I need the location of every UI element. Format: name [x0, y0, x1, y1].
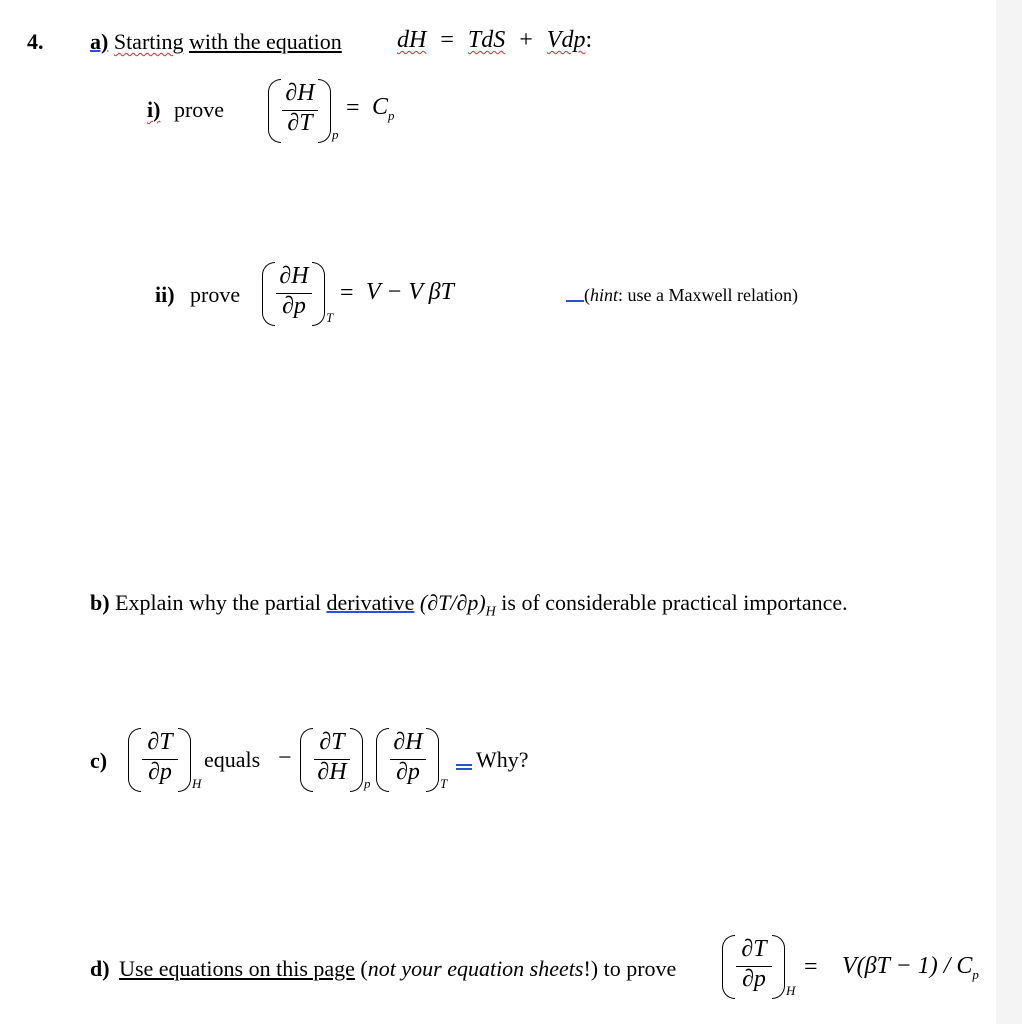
- derivative-dT-dp-H: [128, 728, 202, 798]
- eq-dH: dH: [397, 27, 427, 53]
- derivative-dT-dp-H-d: [722, 935, 796, 1005]
- part-a-i-row: [147, 97, 224, 123]
- eq-Vdp: Vdp: [546, 27, 586, 53]
- part-a-equation: [397, 27, 592, 54]
- part-c-equals-word: equals: [204, 747, 261, 772]
- part-a-ii-label: ii): [155, 282, 175, 307]
- part-a-i-label: i): [147, 97, 161, 122]
- fraction-numerator: ∂H: [285, 80, 315, 106]
- derivative-dT-dH-p: [300, 728, 370, 798]
- part-d-italic-text: not your equation sheets: [367, 956, 584, 981]
- part-c-minus: −: [278, 745, 292, 771]
- part-d-equals: =: [804, 954, 818, 980]
- page-margin-bar: [996, 0, 1022, 1024]
- fraction-subscript: p: [364, 776, 371, 791]
- edit-mark-1: [456, 764, 472, 766]
- part-a-label: a): [90, 29, 109, 54]
- fraction-subscript: H: [786, 983, 796, 998]
- part-b-text-after: is of considerable practical importance.: [501, 590, 848, 615]
- hint-edit-mark: [566, 300, 584, 302]
- part-a-word-starting: Starting: [113, 29, 184, 54]
- part-a-text: with the equation: [189, 29, 342, 54]
- part-b-derivative-word: derivative: [326, 590, 415, 615]
- fraction-denominator: ∂H: [317, 759, 347, 785]
- part-c-question: Why?: [476, 747, 529, 772]
- fraction-numerator: ∂H: [279, 263, 309, 289]
- fraction-subscript: H: [192, 776, 202, 791]
- part-a-header: [90, 29, 342, 55]
- part-b-label: b): [90, 590, 110, 615]
- fraction-denominator: ∂T: [287, 110, 313, 136]
- part-a-i-rhs: $C_p$: [372, 94, 395, 123]
- edit-mark-2: [456, 768, 472, 770]
- part-a-ii-hint: (hint: use a Maxwell relation): [584, 285, 798, 305]
- part-d-row: d) Use equations on this page (not your equation sheets!) to prove: [90, 956, 677, 981]
- part-a-i-word: prove: [173, 97, 225, 122]
- fraction-denominator: ∂p: [396, 759, 420, 785]
- fraction-subscript: p: [332, 127, 339, 142]
- part-a-ii-rhs: V − V βT: [366, 279, 454, 305]
- part-b-text-before: Explain why the partial: [115, 590, 321, 615]
- eq-equals: =: [440, 27, 454, 53]
- eq-TdS: TdS: [467, 27, 506, 53]
- fraction-denominator: ∂p: [742, 966, 766, 992]
- fraction-numerator: ∂T: [147, 729, 173, 755]
- derivative-dH-dT-p: [268, 79, 338, 149]
- part-c-label: c): [90, 748, 108, 773]
- fraction-denominator: ∂p: [282, 293, 306, 319]
- fraction-subscript: T: [326, 310, 334, 325]
- part-d-label: d): [90, 956, 110, 981]
- part-b-row: [90, 590, 848, 620]
- part-d-rhs: $V(\beta T - 1) / C_p$: [842, 953, 979, 982]
- fraction-numerator: ∂H: [393, 729, 423, 755]
- part-a-ii-equals: =: [340, 280, 354, 306]
- fraction-numerator: ∂T: [741, 936, 767, 962]
- derivative-dH-dp-T: [262, 262, 332, 332]
- eq-colon: :: [585, 27, 593, 53]
- derivative-dH-dp-T-c: [376, 728, 446, 798]
- part-d-underlined-text: Use equations on this page: [119, 956, 355, 981]
- part-a-ii-word: prove: [190, 282, 241, 307]
- eq-plus: +: [519, 27, 533, 53]
- part-d-tail: !) to prove: [583, 956, 677, 981]
- part-a-i-equals: =: [346, 95, 360, 121]
- part-b-expression: $(\partial T/\partial p)_H$: [419, 590, 496, 620]
- problem-number: 4.: [27, 29, 44, 54]
- fraction-numerator: ∂T: [319, 729, 345, 755]
- fraction-subscript: T: [440, 776, 448, 791]
- fraction-denominator: ∂p: [148, 759, 172, 785]
